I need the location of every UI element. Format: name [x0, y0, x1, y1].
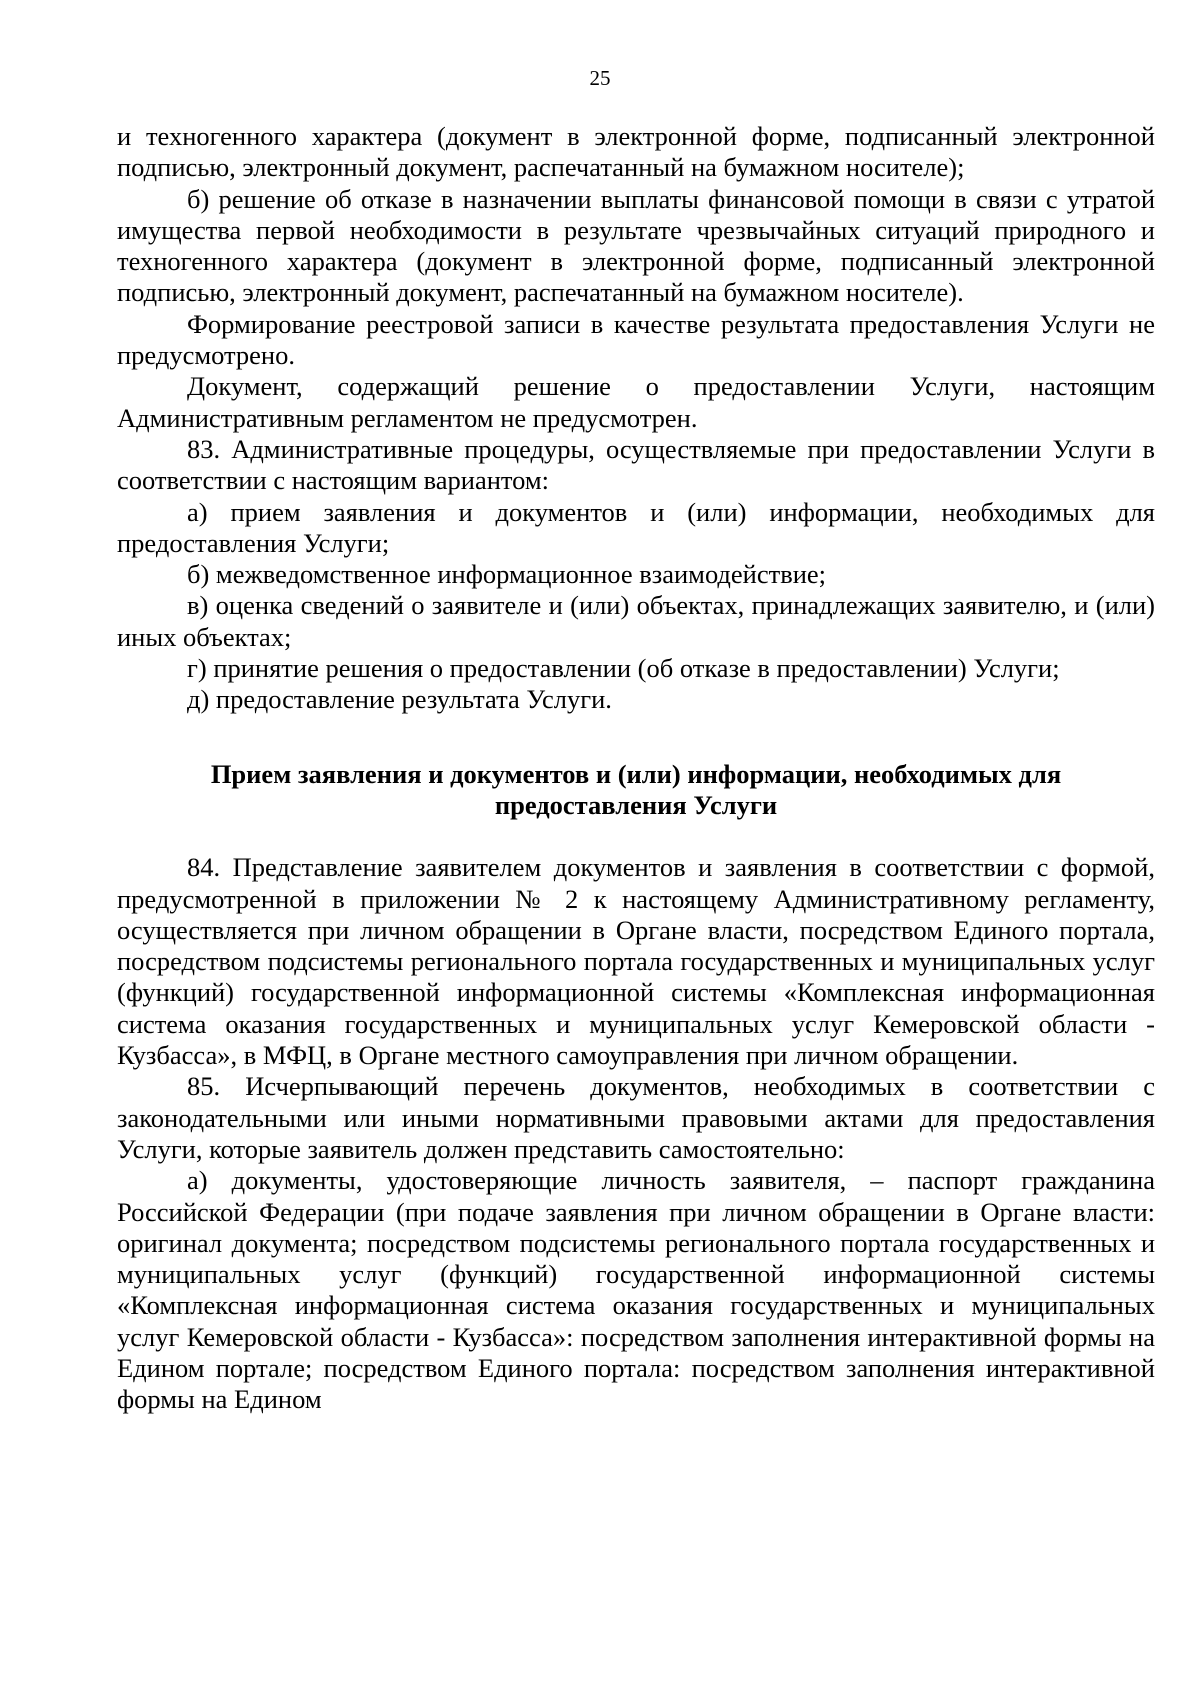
- paragraph: Формирование реестровой записи в качестве результата предоставления Услуги не предусмотрено.: [117, 308, 1155, 371]
- paragraph: 85. Исчерпывающий перечень документов, необходимых в соответствии с законодательными или иными нормативными правовыми актами для предоставления Услуги, которые заявитель должен представить самостоятельно:: [117, 1071, 1155, 1164]
- section-heading-line-2: предоставления Услуги: [494, 789, 778, 820]
- paragraph: 84. Представление заявителем документов и заявления в соответствии с формой, предусмотренной в приложении № 2 к настоящему Административному регламенту, осуществляется при личном обращении в Органе власти, посредством Единого портала, посредством подсистемы регионального портала государственных и муниципальных услуг (функций) государственной информационной системы «Комплексная информационная система оказания государственных и муниципальных услуг Кемеровской области - Кузбасса», в МФЦ, в Органе местного самоуправления при личном обращении.: [117, 852, 1155, 1071]
- paragraph: Документ, содержащий решение о предоставлении Услуги, настоящим Административным регламентом не предусмотрен.: [117, 371, 1155, 433]
- list-item: г) принятие решения о предоставлении (об отказе в предоставлении) Услуги;: [187, 653, 1060, 684]
- section-heading-line-1: Прием заявления и документов и (или) информации, необходимых для: [210, 758, 1062, 789]
- paragraph: и техногенного характера (документ в электронной форме, подписанный электронной подписью, электронный документ, распечатанный на бумажном носителе);: [117, 121, 1155, 183]
- list-item: б) межведомственное информационное взаимодействие;: [187, 559, 827, 590]
- paragraph: а) документы, удостоверяющие личность заявителя, – паспорт гражданина Российской Федерации (при подаче заявления при личном обращении в Органе власти: оригинал документа; посредством подсистемы регионального портала государственных и муниципальных услуг (функций) государственной информационной системы «Комплексная информационная система оказания государственных и муниципальных услуг Кемеровской области - Кузбасса»: посредством заполнения интерактивной формы на Едином портале; посредством Единого портала: посредством заполнения интерактивной формы на Едином: [117, 1165, 1155, 1415]
- section-heading: [117, 759, 1155, 822]
- paragraph: 83. Административные процедуры, осуществляемые при предоставлении Услуги в соответствии с настоящим вариантом:: [117, 433, 1155, 496]
- list-item: в) оценка сведений о заявителе и (или) объектах, принадлежащих заявителю, и (или) иных объектах;: [117, 590, 1155, 652]
- document-body: [117, 121, 1155, 1416]
- list-item: а) прием заявления и документов и (или) информации, необходимых для предоставления Услуги;: [117, 496, 1155, 558]
- paragraph: б) решение об отказе в назначении выплаты финансовой помощи в связи с утратой имущества первой необходимости в результате чрезвычайных ситуаций природного и техногенного характера (документ в электронной форме, подписанный электронной подписью, электронный документ, распечатанный на бумажном носителе).: [117, 183, 1155, 308]
- page-number: 25: [589, 66, 611, 90]
- list-item: д) предоставление результата Услуги.: [187, 684, 612, 715]
